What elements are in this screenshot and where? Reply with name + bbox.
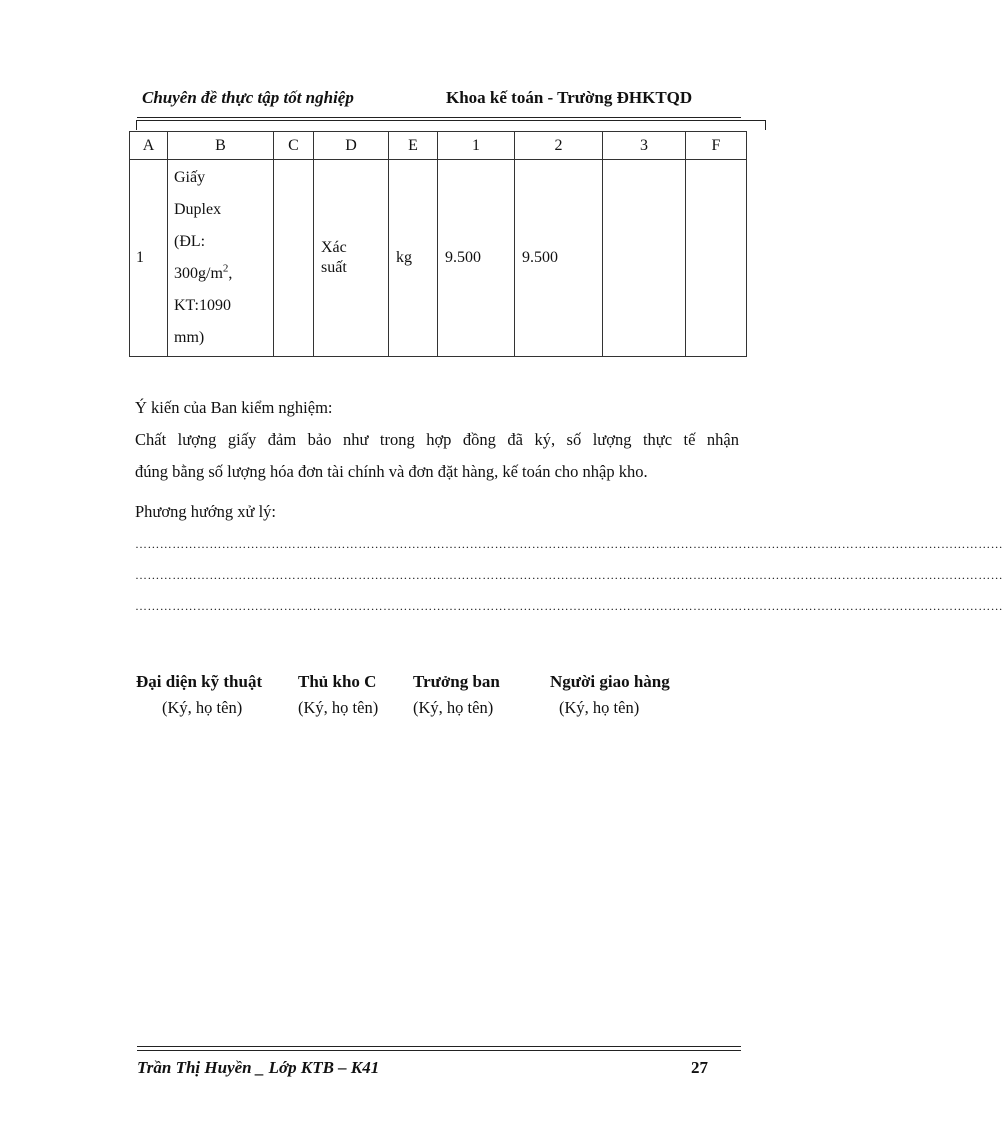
col-header-3: 3 [603, 132, 686, 160]
header-corner-right [765, 120, 766, 130]
handling-label: Phương hướng xử lý: [135, 502, 276, 521]
table-row [130, 160, 747, 357]
item-name-line: Giấy [174, 169, 206, 186]
cell-d-line: suất [321, 259, 347, 276]
header-document-title: Chuyên đề thực tập tốt nghiệp [142, 88, 354, 107]
col-header-f: F [686, 132, 747, 160]
signature-note-head: (Ký, họ tên) [413, 698, 494, 717]
footer-author: Trần Thị Huyền _ Lớp KTB – K41 [137, 1058, 380, 1077]
footer-rule-inner [137, 1050, 741, 1051]
item-name-line: (ĐL: [174, 233, 206, 250]
header-rule-inner [137, 120, 741, 121]
col-header-1: 1 [438, 132, 515, 160]
footer-rule [137, 1046, 741, 1047]
header-faculty: Khoa kế toán - Trường ĐHKTQD [446, 88, 693, 107]
dotted-line: ………………………………………………………………………………………………………………………………………………………………………………………… [135, 568, 1003, 582]
item-name-line: mm) [174, 329, 205, 346]
cell-item-number: 1 [130, 160, 168, 357]
col-header-d: D [314, 132, 389, 160]
dotted-line: ………………………………………………………………………………………………………………………………………………………………………………………… [135, 537, 1003, 551]
cell-qty-document: 9.500 [438, 160, 515, 357]
header-rule [137, 117, 741, 118]
signature-note-technical: (Ký, họ tên) [162, 698, 243, 717]
item-name-weight: $300g/m^2$, [174, 262, 233, 282]
table-header-row [130, 132, 747, 160]
item-name-line: KT:1090 [174, 297, 231, 314]
opinion-label: Ý kiến của Ban kiểm nghiệm: [135, 398, 333, 417]
signature-title-deliverer: Người giao hàng [550, 672, 670, 691]
signature-title-storekeeper: Thủ kho C [298, 672, 377, 691]
opinion-text-line-2: đúng bằng số lượng hóa đơn tài chính và đơn đặt hàng, kế toán cho nhập kho. [135, 462, 648, 481]
dotted-line: ………………………………………………………………………………………………………………………………………………………………………………………… [135, 599, 1003, 613]
cell-f [686, 160, 747, 357]
cell-item-name [168, 160, 274, 357]
cell-c [274, 160, 314, 357]
signature-note-storekeeper: (Ký, họ tên) [298, 698, 379, 717]
signature-title-head: Trưởng ban [413, 672, 500, 691]
item-name-line: Duplex [174, 201, 222, 218]
col-header-2: 2 [515, 132, 603, 160]
cell-3 [603, 160, 686, 357]
signature-title-technical: Đại diện kỹ thuật [136, 672, 263, 691]
cell-d-line: Xác [321, 239, 347, 256]
opinion-text-line-1: Chất lượng giấy đảm bảo như trong hợp đồng đã ký, số lượng thực tế nhận [135, 430, 739, 449]
col-header-a: A [130, 132, 168, 160]
cell-unit: kg [389, 160, 438, 357]
header-corner-right-top [741, 120, 765, 121]
col-header-b: B [168, 132, 274, 160]
cell-qty-actual: 9.500 [515, 160, 603, 357]
page-number: 27 [691, 1058, 708, 1077]
header-corner-left [136, 120, 137, 130]
inspection-table [129, 131, 747, 357]
col-header-c: C [274, 132, 314, 160]
signature-note-deliverer: (Ký, họ tên) [559, 698, 640, 717]
col-header-e: E [389, 132, 438, 160]
cell-d [314, 160, 389, 357]
